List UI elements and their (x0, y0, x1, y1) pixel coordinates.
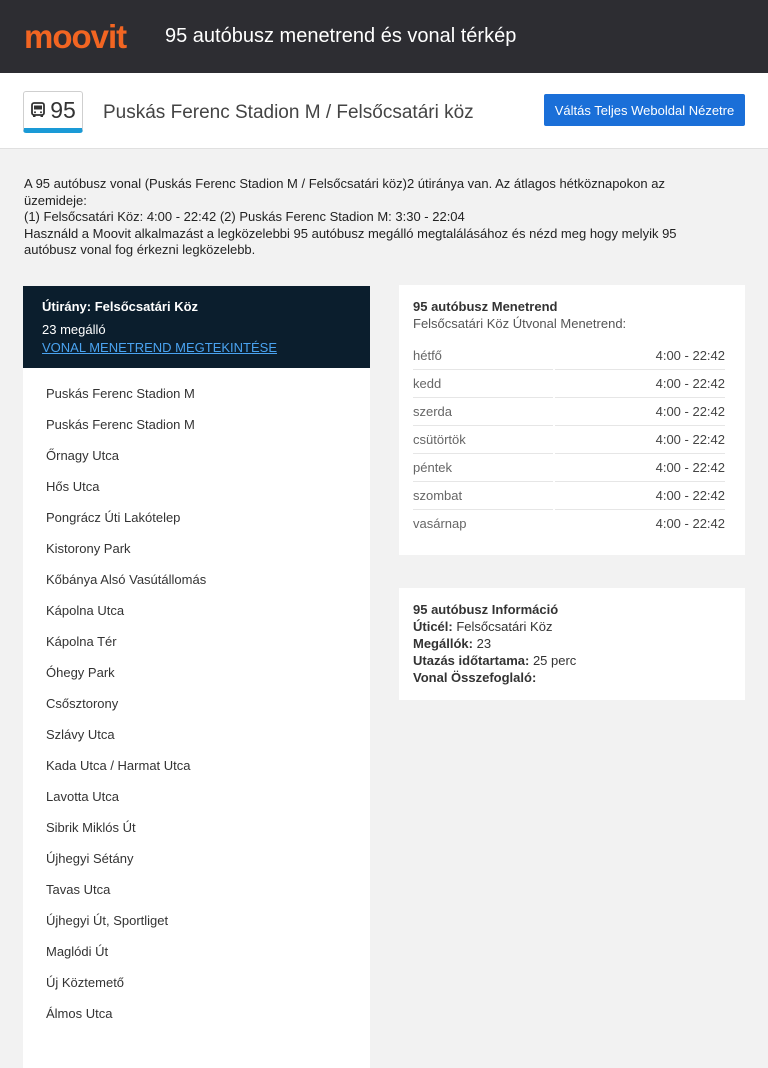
stop-item[interactable]: Új Köztemető (46, 975, 125, 990)
stops-value: 23 (476, 636, 492, 651)
stop-item[interactable]: Maglódi Út (46, 944, 109, 959)
info-destination (413, 618, 731, 635)
schedule-row (413, 398, 725, 426)
direction-panel (23, 286, 370, 368)
stops-label: Megállók: (413, 636, 473, 651)
schedule-hours: 4:00 - 22:42 (555, 342, 725, 370)
schedule-row (413, 370, 725, 398)
schedule-subtitle: Felsőcsatári Köz Útvonal Menetrend: (413, 316, 627, 331)
schedule-row (413, 454, 725, 482)
line-badge (23, 91, 83, 133)
stop-item[interactable]: Pongrácz Úti Lakótelep (46, 510, 181, 525)
stop-item[interactable]: Hős Utca (46, 479, 100, 494)
schedule-row (413, 510, 725, 537)
stop-item[interactable]: Puskás Ferenc Stadion M (46, 386, 195, 401)
line-route-title: Puskás Ferenc Stadion M / Felsőcsatári köz (103, 102, 474, 123)
stop-item[interactable]: Tavas Utca (46, 882, 111, 897)
stop-count: 23 megálló (42, 322, 106, 337)
stop-item[interactable]: Óhegy Park (46, 665, 115, 680)
schedule-title: 95 autóbusz Menetrend (413, 299, 558, 314)
top-header (0, 0, 768, 73)
schedule-hours: 4:00 - 22:42 (555, 482, 725, 510)
duration-label: Utazás időtartama: (413, 653, 530, 668)
stop-item[interactable]: Őrnagy Utca (46, 448, 119, 463)
schedule-row (413, 342, 725, 370)
stop-item[interactable]: Szlávy Utca (46, 727, 115, 742)
stop-item[interactable]: Kada Utca / Harmat Utca (46, 758, 191, 773)
schedule-day: kedd (413, 370, 553, 398)
stop-item[interactable]: Puskás Ferenc Stadion M (46, 417, 195, 432)
moovit-logo[interactable]: moovit (24, 18, 127, 55)
schedule-day: hétfő (413, 342, 553, 370)
stop-item[interactable]: Lavotta Utca (46, 789, 119, 804)
schedule-day: vasárnap (413, 516, 467, 531)
info-title: 95 autóbusz Információ (413, 602, 559, 617)
schedule-hours: 4:00 - 22:42 (655, 516, 725, 531)
line-description (24, 176, 714, 259)
info-summary (413, 669, 731, 686)
stop-item[interactable]: Kápolna Utca (46, 603, 125, 618)
description-hours: (1) Felsőcsatári Köz: 4:00 - 22:42 (2) Puskás Ferenc Stadion M: 3:30 - 22:04 (24, 209, 465, 224)
schedule-box (399, 285, 745, 555)
stop-item[interactable]: Sibrik Miklós Út (46, 820, 136, 835)
stop-item[interactable]: Álmos Utca (46, 1006, 113, 1021)
duration-value: 25 perc (532, 653, 577, 668)
destination-label: Úticél: (413, 619, 453, 634)
info-box (399, 588, 745, 700)
schedule-hours: 4:00 - 22:42 (555, 398, 725, 426)
bus-icon (30, 102, 46, 118)
description-app-hint: Használd a Moovit alkalmazást a legközelebbi 95 autóbusz megálló megtalálásához és nézd meg hogy melyik 95 autóbusz vonal fog érkezni legközelebb. (24, 225, 677, 257)
schedule-hours: 4:00 - 22:42 (555, 370, 725, 398)
page-title: 95 autóbusz menetrend és vonal térkép (165, 25, 517, 47)
schedule-day: péntek (413, 454, 553, 482)
stop-item[interactable]: Kistorony Park (46, 541, 131, 556)
schedule-day: szerda (413, 398, 553, 426)
view-schedule-link[interactable]: VONAL MENETREND MEGTEKINTÉSE (42, 340, 277, 355)
summary-label: Vonal Összefoglaló: (413, 670, 537, 685)
schedule-row (413, 426, 725, 454)
stop-item[interactable]: Újhegyi Sétány (46, 851, 134, 866)
stop-item[interactable]: Kőbánya Alsó Vasútállomás (46, 572, 207, 587)
schedule-day: csütörtök (413, 426, 553, 454)
schedule-hours: 4:00 - 22:42 (555, 426, 725, 454)
stop-list (23, 368, 370, 1068)
info-duration (413, 652, 731, 669)
info-stops (413, 635, 731, 652)
schedule-hours: 4:00 - 22:42 (555, 454, 725, 482)
schedule-row (413, 482, 725, 510)
stop-item[interactable]: Csősztorony (46, 696, 119, 711)
direction-title: Útirány: Felsőcsatári Köz (42, 299, 199, 314)
description-operating: A 95 autóbusz vonal (Puskás Ferenc Stadion M / Felsőcsatári köz)2 útiránya van. Az átlagos hétköznapokon az üzemideje: (24, 176, 665, 208)
line-number: 95 (50, 97, 76, 123)
schedule-day: szombat (413, 482, 553, 510)
switch-full-site-button[interactable]: Váltás Teljes Weboldal Nézetre (544, 94, 745, 126)
schedule-table (411, 342, 727, 537)
destination-value: Felsőcsatári Köz (456, 619, 553, 634)
stop-item[interactable]: Újhegyi Út, Sportliget (46, 913, 169, 928)
stop-item[interactable]: Kápolna Tér (46, 634, 117, 649)
